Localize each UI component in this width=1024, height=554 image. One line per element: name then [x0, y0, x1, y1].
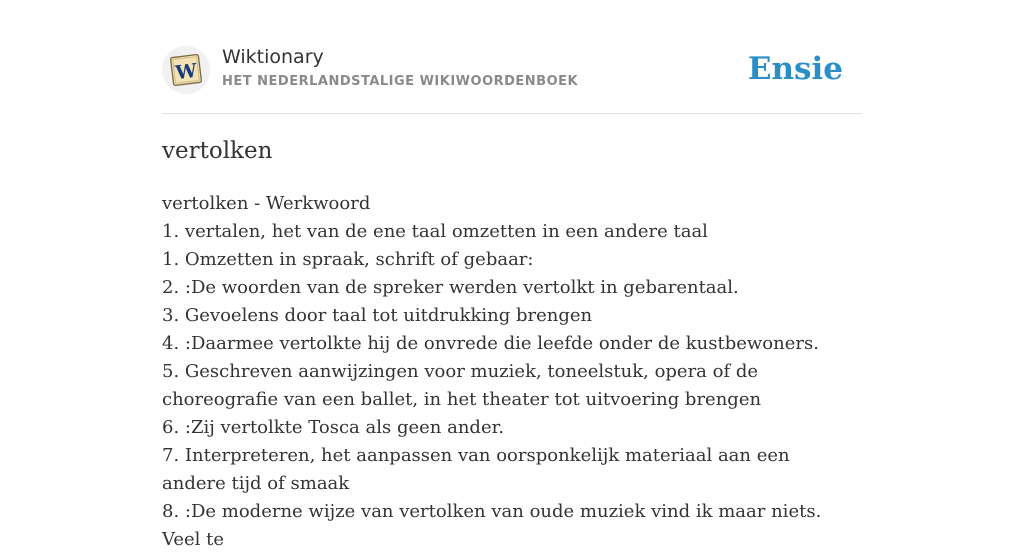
definition-line: 1. Omzetten in spraak, schrift of gebaar:: [162, 249, 534, 270]
wiktionary-logo-icon[interactable]: [162, 46, 210, 94]
definition-body: [162, 190, 852, 554]
logo-letter: W: [174, 59, 199, 85]
definition-line: 2. :De woorden van de spreker werden vertolkt in gebarentaal.: [162, 277, 739, 298]
definition-line: vertolken - Werkwoord: [162, 193, 371, 214]
definition-line: 3. Gevoelens door taal tot uitdrukking brengen: [162, 305, 593, 326]
header-divider: [162, 113, 862, 114]
definition-line: 4. :Daarmee vertolkte hij de onvrede die leefde onder de kustbewoners.: [162, 333, 819, 354]
brand-logo[interactable]: Ensie: [747, 51, 843, 87]
definition-line: 1. vertalen, het van de ene taal omzetten in een andere taal: [162, 221, 708, 242]
header: [162, 44, 862, 100]
definition-line: 5. Geschreven aanwijzingen voor muziek, toneelstuk, opera of de choreografie van een ballet, in het theater tot uitvoering brengen: [162, 361, 762, 410]
source-subtitle: HET NEDERLANDSTALIGE WIKIWOORDENBOEK: [222, 74, 579, 89]
definition-line: 7. Interpreteren, het aanpassen van oorsponkelijk materiaal aan een andere tijd of smaak: [162, 445, 790, 494]
definition-line: 8. :De moderne wijze van vertolken van oude muziek vind ik maar niets. Veel te: [162, 501, 822, 550]
logo-tile-graphic: [162, 46, 210, 94]
definition-line: 6. :Zij vertolkte Tosca als geen ander.: [162, 417, 504, 438]
word-title: vertolken: [162, 138, 273, 164]
source-name[interactable]: Wiktionary: [222, 46, 324, 68]
